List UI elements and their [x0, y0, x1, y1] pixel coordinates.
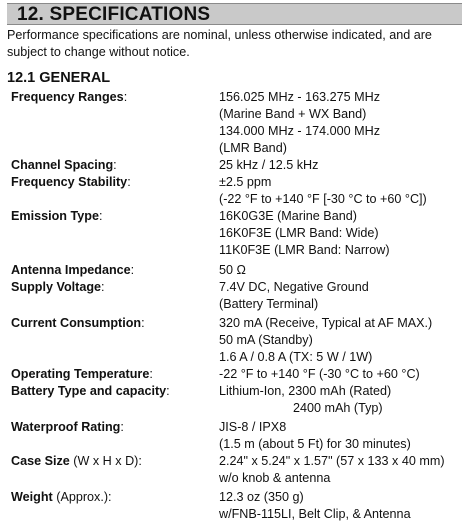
spec-value: 1.6 A / 0.8 A (TX: 5 W / 1W)	[219, 350, 373, 364]
spec-value: (-22 °F to +140 °F [-30 °C to +60 °C])	[219, 192, 427, 206]
spec-value: 25 kHz / 12.5 kHz	[219, 158, 319, 172]
spec-value: 11K0F3E (LMR Band: Narrow)	[219, 243, 390, 257]
spec-value: (Battery Terminal)	[219, 297, 319, 311]
spec-value: (Marine Band + WX Band)	[219, 107, 367, 121]
spec-label-weight: Weight (Approx.):	[11, 490, 112, 504]
spec-value: 134.000 MHz - 174.000 MHz	[219, 124, 381, 138]
spec-label-emission-type: Emission Type:	[11, 209, 103, 223]
spec-label-current-consumption: Current Consumption:	[11, 316, 145, 330]
spec-value: 16K0G3E (Marine Band)	[219, 209, 357, 223]
spec-label-channel-spacing: Channel Spacing:	[11, 158, 117, 172]
spec-value: (1.5 m (about 5 Ft) for 30 minutes)	[219, 437, 411, 451]
subsection-heading: 12.1 GENERAL	[7, 70, 111, 86]
spec-label-antenna-impedance: Antenna Impedance:	[11, 263, 135, 277]
spec-value: ±2.5 ppm	[219, 175, 272, 189]
spec-label-supply-voltage: Supply Voltage:	[11, 280, 105, 294]
spec-value: JIS-8 / IPX8	[219, 420, 287, 434]
spec-label-frequency-ranges: Frequency Ranges:	[11, 90, 128, 104]
spec-label-battery-type: Battery Type and capacity:	[11, 384, 170, 398]
spec-label-frequency-stability: Frequency Stability:	[11, 175, 131, 189]
spec-value: w/FNB-115LI, Belt Clip, & Antenna	[219, 507, 411, 521]
spec-value: 16K0F3E (LMR Band: Wide)	[219, 226, 379, 240]
spec-value: Lithium-Ion, 2300 mAh (Rated)	[219, 384, 392, 398]
section-heading: 12. SPECIFICATIONS	[17, 4, 211, 25]
section-heading-bar	[7, 3, 462, 25]
spec-value: (LMR Band)	[219, 141, 287, 155]
spec-value: 50 mA (Standby)	[219, 333, 313, 347]
spec-label-operating-temperature: Operating Temperature:	[11, 367, 153, 381]
spec-value: -22 °F to +140 °F (-30 °C to +60 °C)	[219, 367, 420, 381]
intro-paragraph: Performance specifications are nominal, unless otherwise indicated, and are subject to change without notice.	[7, 28, 432, 59]
spec-value: 12.3 oz (350 g)	[219, 490, 304, 504]
spec-value: 2.24" x 5.24" x 1.57" (57 x 133 x 40 mm)	[219, 454, 445, 468]
spec-label-waterproof-rating: Waterproof Rating:	[11, 420, 124, 434]
spec-value: 320 mA (Receive, Typical at AF MAX.)	[219, 316, 433, 330]
spec-value: w/o knob & antenna	[219, 471, 331, 485]
spec-label-case-size: Case Size (W x H x D):	[11, 454, 142, 468]
spec-value: 2400 mAh (Typ)	[293, 401, 383, 415]
spec-value: 7.4V DC, Negative Ground	[219, 280, 369, 294]
spec-value: 156.025 MHz - 163.275 MHz	[219, 90, 381, 104]
spec-value: 50 Ω	[219, 263, 246, 277]
